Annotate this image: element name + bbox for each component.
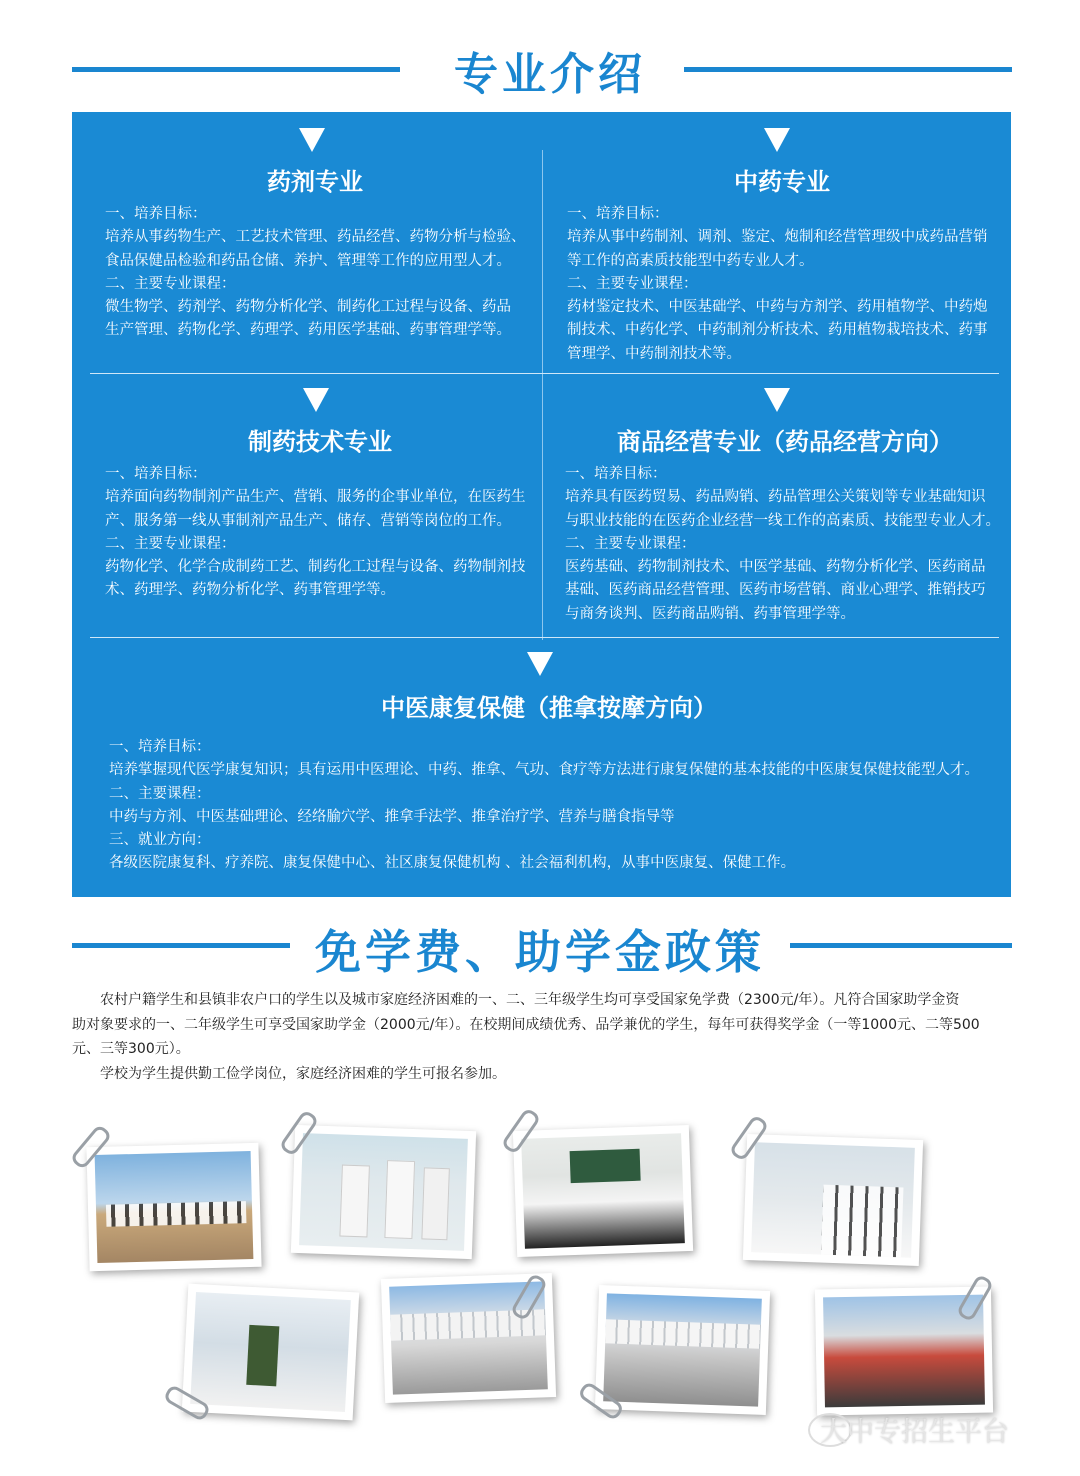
- text-line: 二、主要专业课程：: [105, 275, 236, 292]
- text-line: 中药与方剂、中医基础理论、经络腧穴学、推拿手法学、推拿治疗学、营养与膳食指导等: [109, 808, 675, 825]
- text-line: 二、主要专业课程：: [567, 275, 698, 292]
- text-line: 二、主要专业课程：: [565, 535, 696, 552]
- text-line: 一、培养目标：: [105, 466, 207, 482]
- policy-line: 元、三等300元）。: [72, 1041, 190, 1057]
- text-line: 基础、医药商品经营管理、医药市场营销、商业心理学、推销技巧: [565, 582, 986, 599]
- text-line: 药材鉴定技术、中医基础学、中药与方剂学、药用植物学、中药炮: [567, 299, 988, 316]
- text-line: 医药基础、药物制剂技术、中医学基础、药物分析化学、医药商品: [565, 559, 986, 576]
- title-line-right: [684, 67, 1012, 72]
- text-line: 培养面向药物制剂产品生产、营销、服务的企事业单位，在医药生: [105, 489, 526, 506]
- text-line: 产、服务第一线从事制剂产品生产、储存、营销等岗位的工作。: [105, 512, 511, 529]
- text-line: 三、就业方向：: [109, 832, 211, 849]
- panel-divider-horizontal-1: [90, 373, 999, 374]
- policy-line: 农村户籍学生和县镇非农户口的学生以及城市家庭经济困难的一、二、三年级学生均可享受国家免学费（2300元/年）。凡符合国家助学金资: [100, 992, 960, 1008]
- title-line-right: [790, 943, 1012, 948]
- major-description: [565, 463, 1005, 626]
- panel-divider-vertical: [542, 150, 543, 640]
- photo-pharmacy: [743, 1134, 923, 1266]
- down-arrow-icon: [299, 128, 325, 152]
- policy-line: 学校为学生提供勤工俭学岗位，家庭经济困难的学生可报名参加。: [100, 1065, 506, 1082]
- major-description: [567, 203, 997, 366]
- text-line: 术、药理学、药物分析化学、药事管理学等。: [105, 582, 395, 599]
- photo-drill: [86, 1143, 261, 1271]
- major-title: 商品经营专业（药品经营方向）: [617, 428, 953, 456]
- major-tcm: [567, 126, 997, 366]
- major-title: 中医康复保健（推拿按摩方向）: [381, 694, 717, 722]
- photo-parade: [595, 1285, 770, 1415]
- text-line: 管理学、中药制剂技术等。: [567, 345, 741, 362]
- text-line: 各级医院康复科、疗养院、康复保健中心、社区康复保健机构 、社会福利机构，从事中医康复、保健工作。: [109, 855, 796, 872]
- majors-section-title: 专业介绍: [454, 49, 646, 100]
- major-pharma-business: [565, 386, 1005, 626]
- major-description: [105, 463, 535, 603]
- major-title: 药剂专业: [267, 168, 363, 196]
- text-line: 培养具有医药贸易、药品购销、药品管理公关策划等专业基础知识: [565, 489, 986, 506]
- text-line: 食品保健品检验和药品仓储、养护、管理等工作的应用型人才。: [105, 252, 511, 269]
- text-line: 一、培养目标：: [565, 466, 667, 482]
- title-line-left: [72, 67, 400, 72]
- text-line: 制技术、中药化学、中药制剂分析技术、药用植物栽培技术、药事: [567, 322, 988, 339]
- text-line: 药物化学、化学合成制药工艺、制药化工过程与设备、药物制剂技: [105, 559, 526, 576]
- text-line: 培养从事药物生产、工艺技术管理、药品经营、药物分析与检验、: [105, 229, 526, 246]
- watermark-text: 大中专招生平台: [820, 1417, 1009, 1448]
- title-line-left: [72, 943, 290, 948]
- panel-divider-horizontal-2: [90, 637, 999, 638]
- down-arrow-icon: [764, 388, 790, 412]
- down-arrow-icon: [764, 128, 790, 152]
- photo-dorm: [182, 1284, 359, 1421]
- text-line: 二、主要课程：: [109, 785, 211, 802]
- major-pharma-tech: [105, 386, 535, 626]
- text-line: 与商务谈判、医药商品购销、药事管理学等。: [565, 605, 855, 622]
- major-description: [109, 736, 989, 876]
- major-tcm-rehab: [109, 650, 989, 890]
- text-line: 生产管理、药物化学、药理学、药用医学基础、药事管理学等。: [105, 322, 511, 339]
- text-line: 与职业技能的在医药企业经营一线工作的高素质、技能型专业人才。: [565, 512, 1000, 529]
- photo-lab: [291, 1125, 476, 1259]
- major-description: [105, 203, 525, 343]
- text-line: 二、主要专业课程：: [105, 535, 236, 552]
- photo-classroom: [513, 1125, 693, 1257]
- text-line: 培养从事中药制剂、调剂、鉴定、炮制和经营管理级中成药品营销: [567, 229, 988, 246]
- major-title: 中药专业: [734, 168, 830, 196]
- policy-section-title: 免学费、助学金政策: [315, 925, 765, 979]
- major-title: 制药技术专业: [248, 428, 392, 456]
- text-line: 一、培养目标：: [109, 739, 211, 755]
- majors-panel: [72, 112, 1011, 897]
- major-pharmacy: [105, 126, 525, 366]
- text-line: 一、培养目标：: [567, 206, 669, 222]
- down-arrow-icon: [527, 652, 553, 676]
- policy-text: [72, 988, 1012, 1086]
- down-arrow-icon: [303, 388, 329, 412]
- text-line: 等工作的高素质技能型中药专业人才。: [567, 252, 814, 269]
- text-line: 培养掌握现代医学康复知识；具有运用中医理论、中药、推拿、气功、食疗等方法进行康复保健的基本技能的中医康复保健技能型人才。: [109, 762, 979, 779]
- text-line: 一、培养目标：: [105, 206, 207, 222]
- policy-line: 助对象要求的一、二年级学生可享受国家助学金（2000元/年）。在校期间成绩优秀、品学兼优的学生，每年可获得奖学金（一等1000元、二等500: [72, 1016, 980, 1033]
- text-line: 微生物学、药剂学、药物分析化学、制药化工过程与设备、药品: [105, 299, 511, 316]
